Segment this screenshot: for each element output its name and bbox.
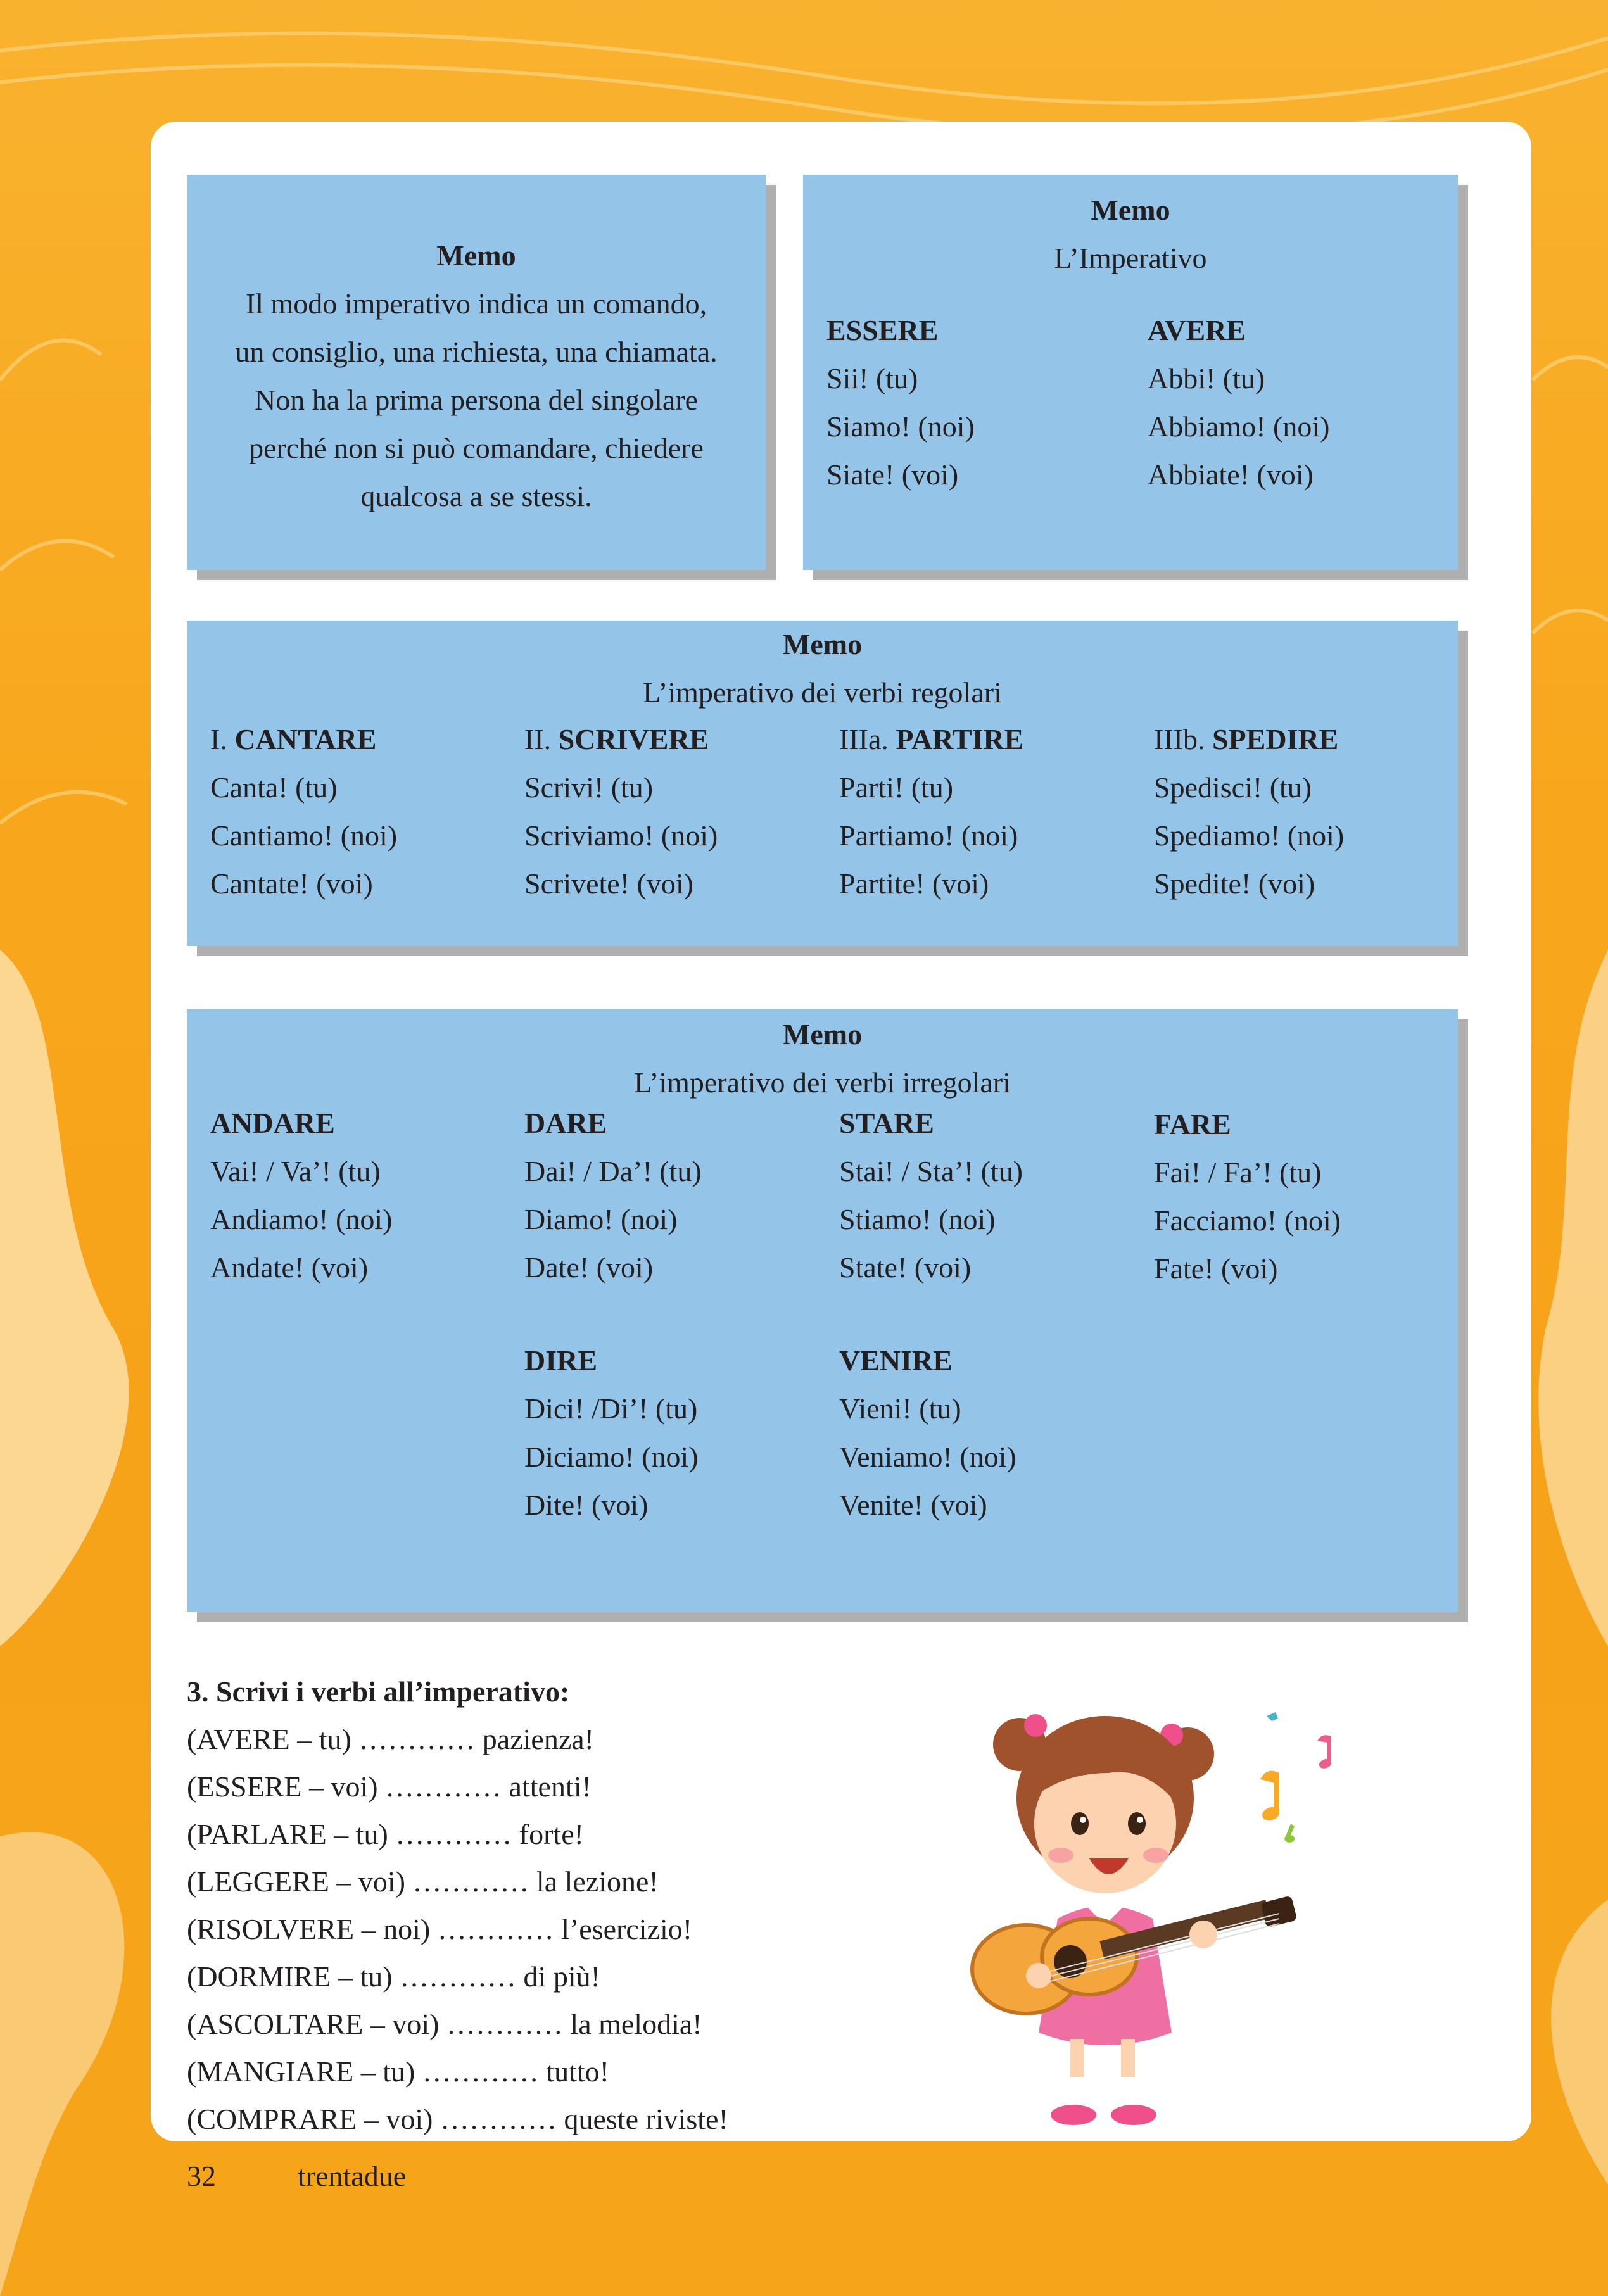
verb-column-stare [839, 1099, 1023, 1292]
memo-box-irregular-verbs [187, 1009, 1458, 1612]
verb-heading: STARE [839, 1107, 934, 1139]
verb-form: Spedisci! (tu) [1154, 771, 1312, 804]
exercise-3 [187, 1668, 728, 2143]
music-notes-icon [1260, 1712, 1331, 1843]
verb-column-scrivere [524, 716, 718, 908]
conjugation-number: IIIb. [1154, 723, 1205, 755]
verb-form: Fate! (voi) [1154, 1252, 1278, 1285]
memo-subtitle: L’Imperativo [1054, 242, 1207, 274]
verb-form: Spediamo! (noi) [1154, 819, 1345, 852]
exercise-item: (COMPRARE – voi) ………… queste riviste! [187, 2103, 728, 2135]
verb-heading: SPEDIRE [1212, 723, 1339, 755]
verb-form: Siamo! (noi) [826, 410, 975, 443]
verb-form: Vai! / Va’! (tu) [210, 1155, 381, 1187]
memo-title: Memo [782, 1018, 863, 1050]
verb-heading: DARE [524, 1107, 607, 1139]
memo-line: qualcosa a se stessi. [360, 480, 592, 512]
verb-column-andare [210, 1099, 392, 1292]
verb-column-dire [524, 1337, 699, 1529]
verb-form: Fai! / Fa’! (tu) [1154, 1156, 1322, 1189]
page-number-word: trentadue [298, 2160, 407, 2192]
exercise-item: (MANGIARE – tu) ………… tutto! [187, 2055, 609, 2088]
verb-form: Abbiate! (voi) [1148, 458, 1314, 491]
exercise-item: (PARLARE – tu) ………… forte! [187, 1818, 584, 1850]
verb-form: Cantate! (voi) [210, 867, 373, 900]
verb-form: Sii! (tu) [826, 362, 918, 394]
verb-form: Partite! (voi) [839, 867, 989, 900]
verb-form: Stai! / Sta’! (tu) [839, 1155, 1023, 1187]
verb-column-essere [826, 306, 975, 499]
memo-line: perché non si può comandare, chiedere [249, 432, 704, 464]
verb-form: Abbiamo! (noi) [1148, 410, 1330, 443]
verb-form: Cantiamo! (noi) [210, 819, 398, 852]
verb-form: Siate! (voi) [826, 458, 959, 491]
exercise-item: (ASCOLTARE – voi) ………… la melodia! [187, 2008, 702, 2040]
verb-form: Facciamo! (noi) [1154, 1204, 1341, 1237]
verb-heading: SCRIVERE [558, 723, 709, 755]
verb-column-avere [1148, 306, 1329, 499]
verb-form: Venite! (voi) [839, 1489, 987, 1521]
memo-subtitle: L’imperativo dei verbi regolari [643, 676, 1002, 709]
girl-playing-guitar-illustration [963, 1678, 1368, 2140]
verb-form: Abbi! (tu) [1148, 362, 1265, 394]
verb-heading: DIRE [524, 1344, 598, 1377]
exercise-item: (LEGGERE – voi) ………… la lezione! [187, 1865, 659, 1898]
verb-form: Vieni! (tu) [839, 1392, 961, 1425]
memo-title: Memo [782, 628, 863, 660]
verb-column-cantare [210, 716, 397, 908]
memo-line: Il modo imperativo indica un comando, [245, 287, 707, 320]
memo-box-definition [187, 175, 766, 570]
verb-column-fare [1154, 1101, 1341, 1293]
exercise-item: (ESSERE – voi) ………… attenti! [187, 1770, 592, 1803]
memo-subtitle: L’imperativo dei verbi irregolari [634, 1066, 1011, 1099]
verb-form: Canta! (tu) [210, 771, 338, 804]
exercise-title: 3. Scrivi i verbi all’imperativo: [187, 1675, 570, 1708]
memo-line: Non ha la prima persona del singolare [255, 384, 698, 416]
verb-heading: PARTIRE [896, 723, 1024, 755]
verb-form: Diamo! (noi) [524, 1203, 678, 1235]
memo-box-regular-verbs [187, 621, 1458, 946]
verb-form: Spedite! (voi) [1154, 867, 1315, 900]
verb-form: Andiamo! (noi) [210, 1203, 393, 1235]
verb-heading: CANTARE [234, 723, 377, 755]
verb-column-venire [839, 1337, 1016, 1529]
verb-form: Scrivete! (voi) [524, 867, 693, 900]
verb-form: Scrivi! (tu) [524, 771, 654, 804]
verb-column-partire [839, 716, 1023, 908]
page-number: 32 [187, 2160, 216, 2192]
verb-form: Diciamo! (noi) [524, 1441, 699, 1473]
memo-line: un consiglio, una richiesta, una chiamata. [235, 336, 718, 368]
verb-form: Partiamo! (noi) [839, 819, 1018, 852]
verb-heading: FARE [1154, 1108, 1231, 1140]
memo-box-essere-avere [803, 175, 1458, 570]
verb-heading: ESSERE [826, 314, 939, 346]
verb-form: Dite! (voi) [524, 1489, 649, 1521]
verb-form: State! (voi) [839, 1251, 972, 1284]
verb-form: Scriviamo! (noi) [524, 819, 718, 852]
conjugation-number: II. [524, 723, 552, 755]
verb-heading: AVERE [1148, 314, 1246, 346]
exercise-item: (AVERE – tu) ………… pazienza! [187, 1723, 594, 1755]
verb-form: Date! (voi) [524, 1251, 654, 1284]
conjugation-number: IIIa. [839, 723, 889, 755]
verb-form: Andate! (voi) [210, 1251, 369, 1284]
memo-title: Memo [1091, 194, 1170, 226]
verb-heading: ANDARE [210, 1107, 335, 1139]
verb-form: Stiamo! (noi) [839, 1203, 996, 1235]
conjugation-number: I. [210, 723, 227, 755]
verb-form: Parti! (tu) [839, 771, 954, 804]
verb-form: Dici! /Di’! (tu) [524, 1392, 698, 1425]
verb-form: Veniamo! (noi) [839, 1441, 1016, 1473]
verb-column-spedire [1154, 716, 1344, 908]
verb-heading: VENIRE [839, 1344, 953, 1377]
memo-title: Memo [436, 239, 516, 272]
verb-form: Dai! / Da’! (tu) [524, 1155, 702, 1187]
exercise-item: (DORMIRE – tu) ………… di più! [187, 1960, 600, 1993]
exercise-item: (RISOLVERE – noi) ………… l’esercizio! [187, 1913, 693, 1945]
verb-column-dare [524, 1099, 702, 1292]
